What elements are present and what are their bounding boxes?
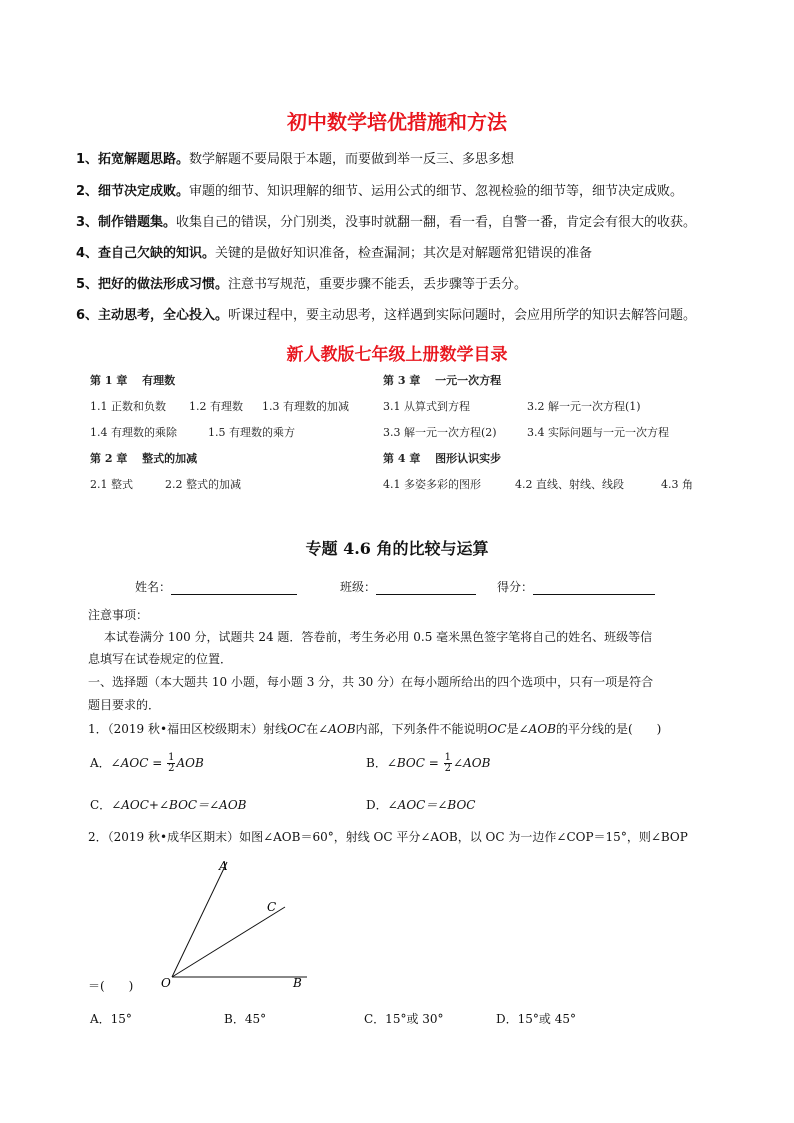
option-label: A． [90,756,111,770]
q2-option-a[interactable]: A．15° [90,1012,132,1026]
section-heading: 题目要求的． [88,698,161,712]
option-label: C． [90,798,112,812]
tip-head: 6、主动思考，全心投入。 [76,308,229,323]
toc-entry: 1.1 正数和负数 [90,400,166,413]
class-label: 班级： [340,580,377,594]
toc-entry: 1.4 有理数的乘除 [90,426,177,439]
q1-option-b[interactable] [366,753,490,774]
section-heading: 一、选择题（本大题共 10 小题，每小题 3 分，共 30 分）在每小题所给出的四个选项中，只有一项是符合 [88,675,654,689]
option-expr: AOB [176,756,204,770]
q1-number: 1． [88,722,108,736]
q1-text: 内部，下列条件不能说明 [355,722,488,736]
page-title: 初中数学培优措施和方法 [287,110,507,134]
q1-option-c[interactable] [90,796,246,813]
question-1 [88,720,661,737]
name-label: 姓名： [135,580,172,594]
notice-label: 注意事项： [88,608,149,622]
class-underline[interactable] [376,580,476,595]
option-expr: ∠BOC [386,756,425,770]
tip-body: 听课过程中，要主动思考，这样遇到实际问题时，会应用所学的知识去解答问题。 [228,308,697,323]
q1-option-a[interactable] [90,753,204,774]
toc-entry: 4.2 直线、射线、线段 [515,478,624,491]
q2-option-b[interactable]: B．45° [224,1012,267,1026]
tip-item [76,211,696,230]
point-label-c: C [267,900,277,914]
tip-body: 数学解题不要局限于本题，而要做到举一反三、多思多想 [189,152,515,167]
toc-chapter-1: 第 1 章 有理数 [90,374,176,387]
option-label: D． [366,798,388,812]
tip-head: 3、制作错题集。 [76,215,177,230]
score-label: 得分： [497,580,534,594]
class-field[interactable] [340,578,476,595]
toc-entry: 3.1 从算式到方程 [383,400,470,413]
toc-chapter-4: 第 4 章 图形认识实步 [383,452,502,465]
q2-option-c[interactable]: C．15°或 30° [364,1012,444,1026]
toc-entry: 1.2 有理数 [189,400,243,413]
option-expr: ∠AOC＝∠BOC [387,798,476,812]
q1-text: 是 [506,722,519,736]
score-underline[interactable] [533,580,655,595]
q2-answer-blank: ＝( ) [88,979,134,993]
option-expr: ∠AOC [110,756,149,770]
toc-entry: 3.2 解一元一次方程(1) [527,400,641,413]
toc-entry: 2.2 整式的加减 [165,478,241,491]
tip-head: 5、把好的做法形成习惯。 [76,277,229,292]
toc-entry: 3.3 解一元一次方程(2) [383,426,497,439]
q1-text: 射线 [263,722,288,736]
tip-head: 2、细节决定成败。 [76,184,190,199]
point-label-a: A [219,859,228,873]
tip-item [76,304,696,323]
toc-entry: 1.5 有理数的乘方 [208,426,295,439]
option-expr: ∠AOB [453,756,491,770]
toc-entry: 2.1 整式 [90,478,133,491]
tip-body: 关键的是做好知识准备，检查漏洞；其次是对解题常犯错误的准备 [215,246,593,261]
tip-item [76,273,527,292]
q1-var: ∠AOB [318,722,356,736]
q2-option-d[interactable]: D．15°或 45° [496,1012,576,1026]
toc-title: 新人教版七年级上册数学目录 [286,345,508,365]
q2-number: 2． [88,830,108,844]
notice-line: 本试卷满分 100 分，试题共 24 题．答卷前，考生务必用 0.5 毫米黑色签字笔将自己的姓名、班级等信 [104,630,653,644]
q1-option-d[interactable] [366,796,475,813]
tip-item [76,180,683,199]
tip-head: 4、查自己欠缺的知识。 [76,246,216,261]
point-label-b: B [293,976,302,990]
point-label-o: O [161,976,171,990]
q1-var: OC [487,722,507,736]
fraction [444,753,452,774]
angle-figure [150,855,330,995]
tip-item [76,148,514,167]
q1-var: ∠AOB [518,722,556,736]
q2-text: （2019 秋•成华区期末）如图∠AOB＝60°，射线 OC 平分∠AOB，以 OC 为一边作∠COP＝15°，则∠BOP [107,830,688,844]
name-field[interactable] [135,578,297,595]
fraction-numerator: 1 [168,752,175,763]
toc-chapter-2: 第 2 章 整式的加减 [90,452,198,465]
q1-var: OC [287,722,307,736]
notice-line: 息填写在试卷规定的位置． [88,652,233,666]
fraction-denominator: 2 [168,763,175,774]
toc-entry: 4.1 多姿多彩的图形 [383,478,481,491]
tip-body: 收集自己的错误，分门别类，没事时就翻一翻，看一看，自警一番，肯定会有很大的收获。 [176,215,697,230]
paper-title: 专题 4.6 角的比较与运算 [305,539,489,558]
toc-entry: 3.4 实际问题与一元一次方程 [527,426,669,439]
option-label: B． [366,756,387,770]
fraction-denominator: 2 [444,763,452,774]
q1-source: （2019 秋•福田区校级期末） [107,722,264,736]
question-2 [88,828,688,845]
toc-entry: 4.3 角 [661,478,693,491]
q1-text: 的平分线的是( ) [555,722,662,736]
score-field[interactable] [497,578,655,595]
name-underline[interactable] [171,580,297,595]
tip-body: 注意书写规范，重要步骤不能丢，丢步骤等于丢分。 [228,277,528,292]
toc-chapter-3: 第 3 章 一元一次方程 [383,374,502,387]
tip-body: 审题的细节、知识理解的细节、运用公式的细节、忽视检验的细节等，细节决定成败。 [189,184,684,199]
tip-item [76,242,592,261]
option-eq: = [148,756,167,770]
tip-head: 1、拓宽解题思路。 [76,152,190,167]
q1-text: 在 [306,722,319,736]
fraction-numerator: 1 [444,752,452,763]
option-expr: ∠AOC+∠BOC＝∠AOB [111,798,247,812]
fraction [167,753,175,774]
toc-entry: 1.3 有理数的加减 [262,400,349,413]
option-eq: = [424,756,443,770]
